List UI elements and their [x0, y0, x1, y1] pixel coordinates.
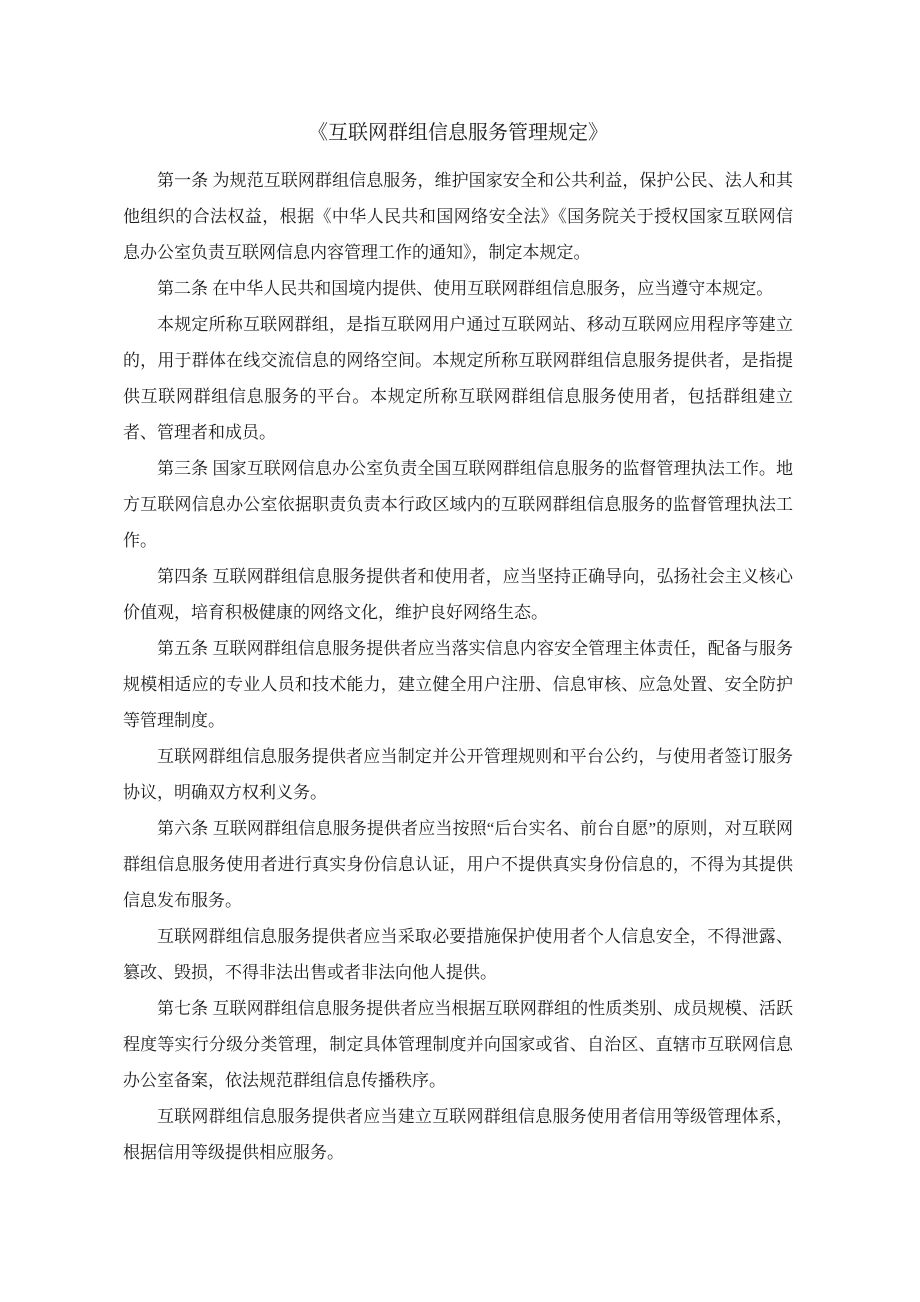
document-body [123, 163, 793, 1171]
document-paragraph: 第六条 互联网群组信息服务提供者应当按照“后台实名、前台自愿”的原则，对互联网群组信息服务使用者进行真实身份信息认证，用户不提供真实身份信息的，不得为其提供信息发布服务。 [123, 819, 793, 910]
document-paragraph: 互联网群组信息服务提供者应当制定并公开管理规则和平台公约，与使用者签订服务协议，明确双方权利义务。 [123, 747, 793, 802]
document-paragraph: 第四条 互联网群组信息服务提供者和使用者，应当坚持正确导向，弘扬社会主义核心价值观，培育积极健康的网络文化，维护良好网络生态。 [123, 567, 793, 622]
document-paragraph: 本规定所称互联网群组，是指互联网用户通过互联网站、移动互联网应用程序等建立的，用于群体在线交流信息的网络空间。本规定所称互联网群组信息服务提供者，是指提供互联网群组信息服务的平台。本规定所称互联网群组信息服务使用者，包括群组建立者、管理者和成员。 [123, 315, 793, 442]
document-paragraph: 第七条 互联网群组信息服务提供者应当根据互联网群组的性质类别、成员规模、活跃程度等实行分级分类管理，制定具体管理制度并向国家或省、自治区、直辖市互联网信息办公室备案，依法规范群组信息传播秩序。 [123, 999, 793, 1090]
document-paragraph: 第三条 国家互联网信息办公室负责全国互联网群组信息服务的监督管理执法工作。地方互联网信息办公室依据职责负责本行政区域内的互联网群组信息服务的监督管理执法工作。 [123, 459, 793, 550]
document-paragraph: 第一条 为规范互联网群组信息服务，维护国家安全和公共利益，保护公民、法人和其他组织的合法权益，根据《中华人民共和国网络安全法》《国务院关于授权国家互联网信息办公室负责互联网信息内容管理工作的通知》，制定本规定。 [123, 171, 793, 262]
document-paragraph: 第五条 互联网群组信息服务提供者应当落实信息内容安全管理主体责任，配备与服务规模相适应的专业人员和技术能力，建立健全用户注册、信息审核、应急处置、安全防护等管理制度。 [123, 639, 793, 730]
document-paragraph: 第二条 在中华人民共和国境内提供、使用互联网群组信息服务，应当遵守本规定。 [157, 279, 774, 298]
document-paragraph: 互联网群组信息服务提供者应当采取必要措施保护使用者个人信息安全，不得泄露、篡改、毁损，不得非法出售或者非法向他人提供。 [123, 927, 793, 982]
document-title: 《互联网群组信息服务管理规定》 [308, 122, 608, 144]
document-paragraph: 互联网群组信息服务提供者应当建立互联网群组信息服务使用者信用等级管理体系，根据信用等级提供相应服务。 [123, 1107, 793, 1162]
document-content [123, 112, 793, 1171]
